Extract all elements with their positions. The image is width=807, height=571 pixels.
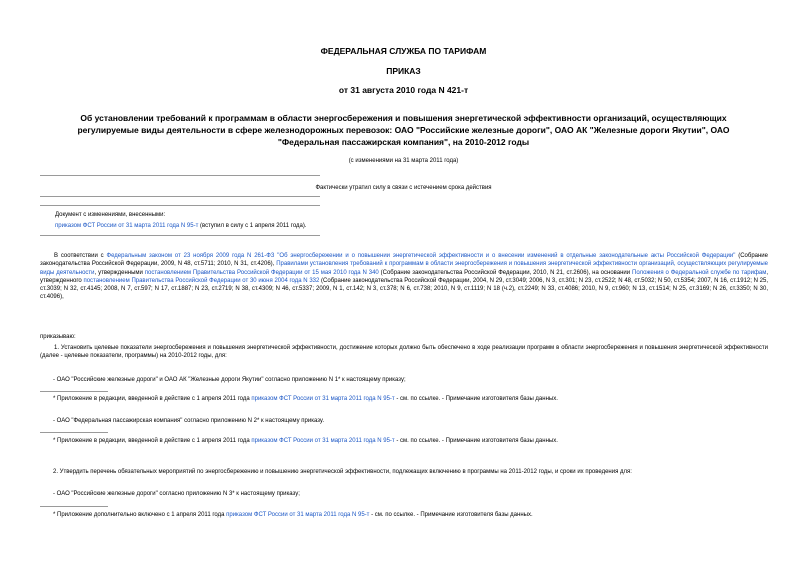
- preamble-text: (Собрание законодательства Российской Федерации, 2004, N 29, ст.3049; 2006, N 3, ст.301; N 23, ст.2522; N 48, ст.5032; N 50, ст.5354; 2007, N 16, ст.1912; N 25, ст.3039; N 32, ст.4145; 2008, N 7, ст.597; N 17, ст.1887; N 23, ст.2719; N 38, ст.4309; N 46, ст.5337; 2009, N 1, ст.142; N 3, ст.378; N 6, ст.738; 2010, N 9, ст.1119; N 18 (ч.2), ст.2249; N 33, ст.4086; 2010, N 9, ст.960; N 13, ст.1514; N 25, ст.3169; N 26, ст.3350; N 30, ст.4096),: [40, 277, 769, 301]
- footnote-2-link[interactable]: приказом ФСТ России от 31 марта 2011 года N 95-т: [251, 438, 395, 444]
- title-line-2: регулируемые виды деятельности в сфере железнодорожных перевозок: ОАО "Российские железные дороги", ОАО АК "Железные дороги Якутии", ОАО: [77, 125, 730, 135]
- footnote-text: * Приложение в редакции, введенной в действие с 1 апреля 2011 года: [53, 438, 252, 444]
- rules-link[interactable]: Правилами установления требований к программам в области энергосбережения и повышения энергетической эффективности организаций, осуществляющих регулируемые виды деятельности: [40, 261, 768, 276]
- changes-link[interactable]: приказом ФСТ России от 31 марта 2011 года N 95-т: [55, 223, 199, 229]
- divider: [40, 196, 320, 197]
- footnote-text: - см. по ссылке. - Примечание изготовителя базы данных.: [369, 512, 533, 518]
- changes-line: [55, 222, 307, 231]
- footnote-divider: [40, 391, 108, 392]
- preamble-text: , утвержденного: [40, 269, 769, 284]
- amended-note: (с изменениями на 31 марта 2011 года): [348, 158, 459, 164]
- footnote-3: [53, 511, 533, 520]
- fst-regulation-link[interactable]: Положения о Федеральной службе по тарифам: [632, 269, 767, 276]
- status-note: Фактически утратил силу в связи с истечением срока действия: [315, 185, 492, 191]
- changes-suffix: (вступил в силу с 1 апреля 2011 года).: [198, 223, 307, 229]
- footnote-text: - см. по ссылке. - Примечание изготовителя базы данных.: [394, 396, 558, 402]
- preamble-text: (Собрание законодательства Российской Федерации, 2010, N 21, ст.2606), на основании: [378, 269, 633, 276]
- footnote-text: - см. по ссылке. - Примечание изготовителя базы данных.: [394, 438, 558, 444]
- divider: [40, 175, 320, 176]
- item-2: 2. Утвердить перечень обязательных мероприятий по энергосбережению и повышению энергетической эффективности, подлежащих включению в программы на 2011-2012 годы, и сроки их проведения для:: [53, 469, 632, 475]
- bullet-3: - ОАО "Российские железные дороги" согласно приложению N 3* к настоящему приказу;: [53, 491, 300, 497]
- footnote-1: [53, 395, 558, 404]
- bullet-1: - ОАО "Российские железные дороги" и ОАО АК "Железные дороги Якутии" согласно приложению N 1* к настоящему приказу;: [53, 377, 406, 383]
- order-word: приказываю:: [40, 334, 76, 340]
- footnote-text: * Приложение дополнительно включено с 1 апреля 2011 года: [53, 512, 227, 518]
- changes-label: Документ с изменениями, внесенными:: [55, 212, 166, 218]
- footnote-3-link[interactable]: приказом ФСТ России от 31 марта 2011 года N 95-т: [226, 512, 370, 518]
- footnote-divider: [40, 506, 108, 507]
- preamble-text: , утвержденными: [94, 269, 145, 276]
- resolution-332-link[interactable]: постановлением Правительства Российской Федерации от 30 июня 2004 года N 332: [83, 277, 320, 284]
- preamble-text: В соответствии с: [54, 253, 107, 259]
- footnote-2: [53, 437, 558, 446]
- footnote-divider: [40, 432, 108, 433]
- agency-name: ФЕДЕРАЛЬНАЯ СЛУЖБА ПО ТАРИФАМ: [320, 46, 487, 56]
- bullet-2: - ОАО "Федеральная пассажирская компания" согласно приложению N 2* к настоящему приказу.: [53, 418, 324, 424]
- document-date: от 31 августа 2010 года N 421-т: [338, 85, 469, 95]
- divider: [40, 235, 320, 236]
- title-line-3: "Федеральная пассажирская компания", на 2010-2012 годы: [277, 137, 530, 147]
- document-title: [30, 112, 777, 148]
- footnote-text: * Приложение в редакции, введенной в действие с 1 апреля 2011 года: [53, 396, 252, 402]
- divider: [40, 205, 320, 206]
- document-type: ПРИКАЗ: [386, 66, 421, 76]
- title-line-1: Об установлении требований к программам в области энергосбережения и повышения энергетической эффективности организаций, осуществляющих: [80, 113, 727, 123]
- item-1: 1. Установить целевые показатели энергосбережения и повышения энергетической эффективности, достижение которых должно быть обеспечено в ходе реализации программ в области энергосбережения и повышения энергетической эффективности (далее - целевые показатели, программы) на 2010-2012 годы, для:: [40, 345, 768, 360]
- resolution-340-link[interactable]: постановлением Правительства Российской Федерации от 15 мая 2010 года N 340: [144, 269, 379, 276]
- footnote-1-link[interactable]: приказом ФСТ России от 31 марта 2011 года N 95-т: [251, 396, 395, 402]
- law-link[interactable]: Федеральным законом от 23 ноября 2009 года N 261-ФЗ "Об энергосбережении и о повышении энергетической эффективности и о внесении изменений в отдельные законодательные акты Российской Федерации": [106, 253, 736, 259]
- preamble-text: (Собрание законодательства Российской Федерации, 2009, N 48, ст.5711; 2010, N 31, ст.4206),: [40, 253, 769, 268]
- preamble-paragraph: [40, 252, 768, 302]
